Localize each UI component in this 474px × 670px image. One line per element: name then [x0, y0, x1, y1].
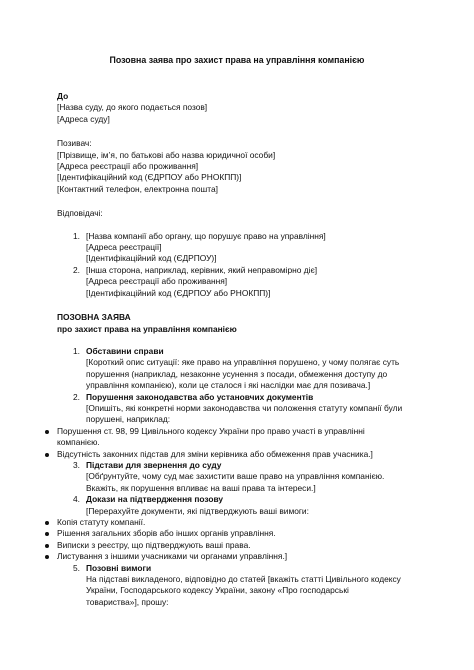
- document-title: Позовна заява про захист права на управління компанією: [109, 55, 365, 65]
- section-number: 3.: [73, 459, 80, 470]
- claim-subheading: про захист права на управління компанією: [57, 323, 237, 334]
- court-name: [Назва суду, до якого подається позов]: [57, 102, 208, 113]
- claim-section: [57, 460, 438, 494]
- bullet-icon: [45, 430, 49, 434]
- defendant-line: [Ідентифікаційний код (ЄДРПОУ)]: [86, 253, 217, 264]
- section-line: управління компанією), коли це сталося і які наслідки має для позивача.]: [86, 380, 371, 391]
- defendant-item: [57, 231, 438, 265]
- bullet-item: [28, 426, 438, 449]
- bullet-icon: [45, 555, 49, 559]
- defendants-label: Відповідачі:: [57, 208, 103, 219]
- plaintiff-contact: [Контактний телефон, електронна пошта]: [57, 183, 218, 194]
- bullet-item: [28, 449, 438, 460]
- section-number: 5.: [73, 562, 80, 573]
- claim-section: [57, 563, 438, 609]
- claim-section: [57, 494, 438, 517]
- section-title: Позовні вимоги: [86, 562, 152, 573]
- bullet-line: Виписки з реєстру, що підтверджують ваші права.: [57, 539, 251, 550]
- bullet-line: Листування з іншими учасниками чи органами управління.]: [57, 551, 288, 562]
- section-line: Вкажіть, як порушення впливає на ваші права та інтереси.]: [86, 482, 316, 493]
- section-title: Докази на підтвердження позову: [86, 494, 224, 505]
- claim-sections: [57, 346, 438, 608]
- plaintiff-name: [Прізвище, ім’я, по батькові або назва юридичної особи]: [57, 149, 276, 160]
- bullet-icon: [45, 532, 49, 536]
- defendant-number: 2.: [73, 264, 80, 275]
- section-line: [Обґрунтуйте, чому суд має захистити ваше право на управління компанією.: [86, 471, 385, 482]
- section-number: 4.: [73, 494, 80, 505]
- section-line: порушені, наприклад:: [86, 414, 171, 425]
- defendant-line: [Адреса реєстрації]: [86, 242, 162, 253]
- bullet-line: компанією.: [57, 437, 100, 448]
- section-title: Підстави для звернення до суду: [86, 459, 222, 470]
- section-number: 1.: [73, 345, 80, 356]
- bullet-item: [28, 517, 438, 528]
- plaintiff-address: [Адреса реєстрації або проживання]: [57, 161, 199, 172]
- court-address: [Адреса суду]: [57, 113, 110, 124]
- bullet-line: Копія статуту компанії.: [57, 517, 146, 527]
- section-number: 2.: [73, 391, 80, 402]
- bullet-item: [28, 551, 438, 562]
- section-title: Порушення законодавства або установчих документів: [86, 391, 314, 402]
- defendant-number: 1.: [73, 230, 80, 241]
- claim-heading: ПОЗОВНА ЗАЯВА: [57, 312, 131, 323]
- bullet-icon: [45, 453, 49, 457]
- defendant-line: [Інша сторона, наприклад, керівник, який неправомірно діє]: [86, 264, 318, 275]
- bullet-line: Відсутність законних підстав для зміни керівника або обмеження прав учасника.]: [57, 448, 373, 459]
- document-body: [57, 91, 438, 608]
- plaintiff-code: [Ідентифікаційний код (ЄДРПОУ або РНОКПП)]: [57, 172, 242, 183]
- bullet-item: [28, 528, 438, 539]
- bullet-icon: [45, 521, 49, 525]
- defendant-item: [57, 265, 438, 299]
- bullet-item: [28, 540, 438, 551]
- section-line: порушення (наприклад, незаконне усунення з посади, обмеження доступу до: [86, 368, 388, 379]
- bullet-line: Порушення ст. 98, 99 Цивільного кодексу України про право участі в управлінні: [57, 425, 365, 436]
- defendant-line: [Адреса реєстрації або проживання]: [86, 276, 228, 287]
- defendants-list: [57, 231, 438, 299]
- section-line: [Опишіть, які конкретні норми законодавства чи положення статуту компанії були: [86, 402, 403, 413]
- claim-section: [57, 392, 438, 426]
- section-title: Обставини справи: [86, 345, 164, 356]
- to-label: До: [57, 91, 69, 101]
- claim-section: [57, 346, 438, 392]
- section-line: товариства»], прошу:: [86, 596, 169, 607]
- bullet-icon: [45, 544, 49, 548]
- defendant-line: [Ідентифікаційний код (ЄДРПОУ або РНОКПП)]: [86, 287, 271, 298]
- plaintiff-label: Позивач:: [57, 138, 92, 149]
- section-line: України, Господарського кодексу України, закону «Про господарські: [86, 585, 349, 596]
- section-line: На підставі викладеного, відповідно до статей [вкажіть статті Цивільного кодексу: [86, 574, 401, 585]
- defendant-line: [Назва компанії або органу, що порушує право на управління]: [86, 230, 326, 241]
- bullet-line: Рішення загальних зборів або інших органів управління.: [57, 528, 276, 539]
- section-line: [Перерахуйте документи, які підтверджують ваші вимоги:: [86, 505, 309, 516]
- section-line: [Короткий опис ситуації: яке право на управління порушено, у чому полягає суть: [86, 357, 400, 368]
